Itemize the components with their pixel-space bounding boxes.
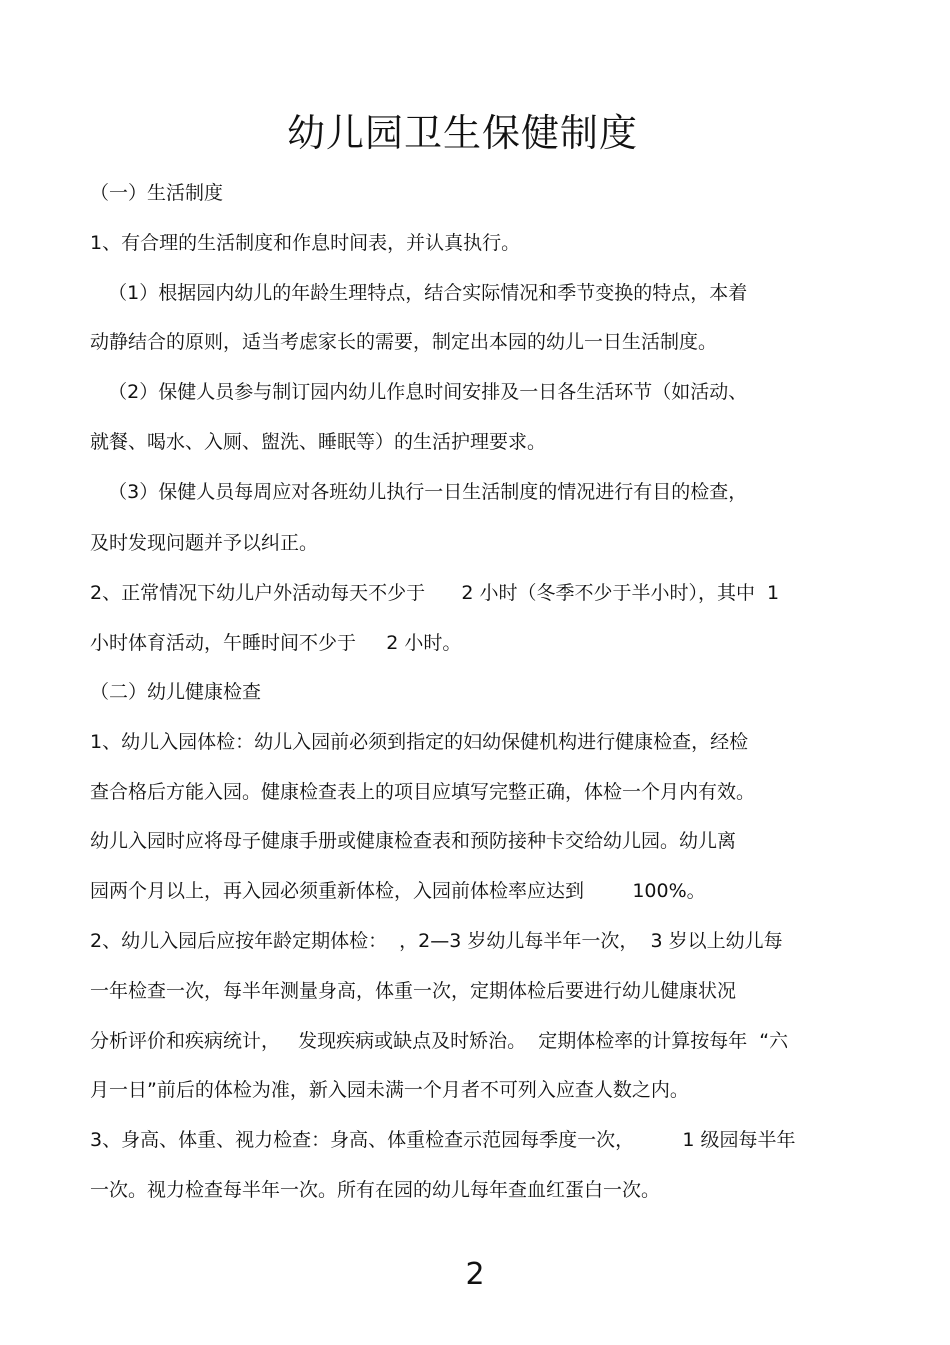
paragraph-line: 1、有合理的生活制度和作息时间表，并认真执行。 bbox=[90, 232, 521, 254]
paragraph-line: 动静结合的原则，适当考虑家长的需要，制定出本园的幼儿一日生活制度。 bbox=[90, 331, 718, 353]
paragraph-line: 就餐、喝水、入厕、盥洗、睡眠等）的生活护理要求。 bbox=[90, 431, 547, 453]
paragraph-line: 分析评价和疾病统计， 发现疾病或缺点及时矫治。 定期体检率的计算按每年 “六 bbox=[90, 1030, 789, 1052]
paragraph-line: 查合格后方能入园。健康检查表上的项目应填写完整正确，体检一个月内有效。 bbox=[90, 781, 756, 803]
paragraph-line: 一次。视力检查每半年一次。所有在园的幼儿每年查血红蛋白一次。 bbox=[90, 1179, 661, 1201]
paragraph-line: 2、正常情况下幼儿户外活动每天不少于 2 小时（冬季不少于半小时），其中 1 bbox=[90, 582, 780, 604]
paragraph-line: 园两个月以上，再入园必须重新体检，入园前体检率应达到 100%。 bbox=[90, 880, 706, 902]
paragraph-line: 1、幼儿入园体检：幼儿入园前必须到指定的妇幼保健机构进行健康检查，经检 bbox=[90, 731, 749, 753]
paragraph-line: 一年检查一次，每半年测量身高，体重一次，定期体检后要进行幼儿健康状况 bbox=[90, 980, 737, 1002]
paragraph-line: 小时体育活动，午睡时间不少于 2 小时。 bbox=[90, 632, 462, 654]
paragraph-line: 3、身高、体重、视力检查：身高、体重检查示范园每季度一次， 1 级园每半年 bbox=[90, 1129, 796, 1151]
paragraph-line: （2）保健人员参与制订园内幼儿作息时间安排及一日各生活环节（如活动、 bbox=[90, 381, 748, 403]
paragraph-line: 2、幼儿入园后应按年龄定期体检： ，2—3 岁幼儿每半年一次， 3 岁以上幼儿每 bbox=[90, 930, 783, 952]
page-number: 2 bbox=[465, 1257, 485, 1292]
paragraph-line: （1）根据园内幼儿的年龄生理特点，结合实际情况和季节变换的特点，本着 bbox=[90, 282, 748, 304]
paragraph-line: 及时发现问题并予以纠正。 bbox=[90, 532, 319, 554]
document-title: 幼儿园卫生保健制度 bbox=[286, 111, 638, 155]
paragraph-line: （3）保健人员每周应对各班幼儿执行一日生活制度的情况进行有目的检查， bbox=[90, 481, 748, 503]
paragraph-line: 月一日”前后的体检为准，新入园未满一个月者不可列入应查人数之内。 bbox=[90, 1079, 689, 1101]
paragraph-line: 幼儿入园时应将母子健康手册或健康检查表和预防接种卡交给幼儿园。幼儿离 bbox=[90, 830, 737, 852]
section-heading-health-check: （二）幼儿健康检查 bbox=[90, 681, 262, 703]
section-heading-life-system: （一）生活制度 bbox=[90, 182, 224, 204]
